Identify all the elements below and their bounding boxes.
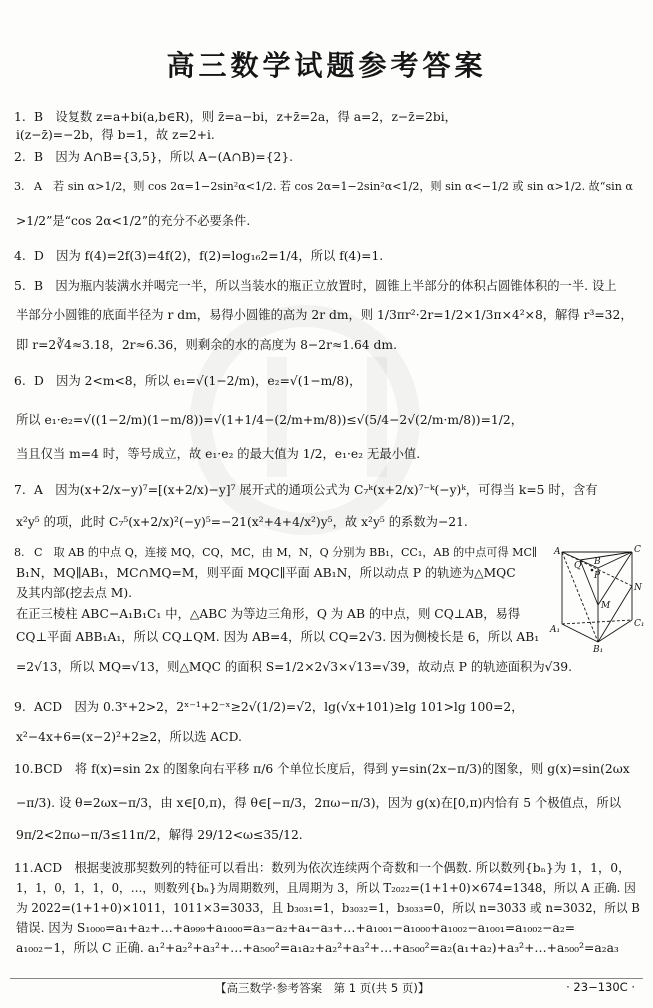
- answer-11-line-1: 11.ACD 根据斐波那契数列的特征可以看出：数列为依次连续两个奇数和一个偶数. 所以数列{bₙ}为 1，1，0，: [14, 861, 631, 875]
- answer-5-line-3: 即 r=2∛4≈3.18，2r≈6.36，则剩余的水的高度为 8−2r≈1.64 dm.: [16, 338, 397, 352]
- answer-8-line-4: 在正三棱柱 ABC−A₁B₁C₁ 中，△ABC 为等边三角形，Q 为 AB 的中点，则 CQ⊥AB，易得: [16, 607, 521, 621]
- answer-1-line-1: 1. B 设复数 z=a+bi(a,b∈R)，则 z̄=a−bi，z+z̄=2a，得 a=2，z−z̄=2bi，: [14, 110, 457, 124]
- answer-6-line-3: 当且仅当 m=4 时，等号成立，故 e₁·e₂ 的最大值为 1/2，e₁·e₂ 无最小值.: [16, 447, 421, 461]
- answer-7-line-2: x²y⁵ 的项，此时 C₇⁵(x+2/x)²(−y)⁵=−21(x²+4+4/x²)y⁵，故 x²y⁵ 的系数为−21.: [16, 515, 468, 529]
- answer-11-line-3: 为 2022=(1+1+0)×1011，1011×3=3033，且 b₃₀₃₁=1，b₃₀₃₂=1，b₃₀₃₃=0，所以 n=3033 或 n=3032，所以 B: [16, 901, 640, 915]
- label-m: M: [601, 601, 611, 611]
- prism-figure: [548, 542, 644, 654]
- answer-11-line-5: a₁₀₀₂−1，所以 C 正确. a₁²+a₂²+a₃²+…+a₅₀₀²=a₁a₂+a₂²+a₃²+…+a₅₀₀²=a₂(a₁+a₂)+a₃²+…+a₅₀₀²=a₂a₃: [16, 941, 619, 955]
- answer-8-line-3: 及其内部(挖去点 M).: [16, 586, 133, 600]
- answer-7-line-1: 7. A 因为(x+2/x−y)⁷=[(x+2/x)−y]⁷ 展开式的通项公式为 C₇ᵏ(x+2/x)⁷⁻ᵏ(−y)ᵏ，可得当 k=5 时，含有: [14, 483, 598, 497]
- label-c1: C₁: [634, 619, 644, 629]
- answer-8-line-1: 8. C 取 AB 的中点 Q，连接 MQ，CQ，MC，由 M，N，Q 分别为 BB₁，CC₁，AB 的中点可得 MC∥: [14, 546, 538, 559]
- answer-9-line-2: x²−4x+6=(x−2)²+2≥2，所以选 ACD.: [16, 730, 242, 744]
- answer-8-line-5: CQ⊥平面 ABB₁A₁，所以 CQ⊥QM. 因为 AB=4，所以 CQ=2√3. 因为侧棱长是 6，所以 AB₁: [16, 630, 540, 644]
- answer-5-line-2: 半部分小圆锥的底面半径为 r dm，易得小圆锥的高为 2r dm，则 1/3πr²·2r=1/2×1/3π×4²×8，解得 r³=32，: [16, 308, 633, 322]
- answer-8-line-2: B₁N，MQ∥AB₁，MC∩MQ=M，则平面 MQC∥平面 AB₁N，所以动点 P 的轨迹为△MQC: [16, 566, 516, 580]
- footer-rule: [10, 978, 643, 979]
- answer-10-line-2: −π/3). 设 θ=2ωx−π/3，由 x∈[0,π)，得 θ∈[−π/3，2πω−π/3)，因为 g(x)在[0,π)内恰有 5 个极值点，所以: [16, 796, 622, 810]
- label-b: B: [594, 557, 601, 567]
- label-b1: B₁: [593, 645, 604, 654]
- answer-10-line-3: 9π/2<2πω−π/3≤11π/2，解得 29/12<ω≤35/12.: [16, 828, 303, 842]
- answer-3-line-2: >1/2”是“cos 2α<1/2”的充分不必要条件.: [16, 214, 251, 228]
- label-n: N: [634, 583, 642, 593]
- answer-4-line-1: 4. D 因为 f(4)=2f(3)=4f(2)，f(2)=log₁₆2=1/4，所以 f(4)=1.: [14, 249, 384, 263]
- answer-11-line-2: 1，1，0，1，1，0，…，则数列{bₙ}为周期数列，且周期为 3，所以 T₂₀₂₂=(1+1+0)×674=1348，所以 A 正确. 因: [16, 881, 636, 895]
- page-title: 高三数学试题参考答案: [166, 49, 487, 82]
- page-footer: [0, 978, 653, 998]
- answer-8-line-6: =2√13，所以 MQ=√13，则△MQC 的面积 S=1/2×2√3×√13=√39，故动点 P 的轨迹面积为√39.: [16, 660, 573, 674]
- answer-10-line-1: 10.BCD 将 f(x)=sin 2x 的图象向右平移 π/6 个单位长度后，得到 y=sin(2x−π/3)的图象，则 g(x)=sin(2ωx: [14, 762, 630, 776]
- label-a1: A₁: [550, 625, 561, 635]
- footer-code: · 23−130C ·: [566, 980, 635, 994]
- answer-6-line-2: 所以 e₁·e₂=√((1−2/m)(1−m/8))=√(1+1/4−(2/m+m/8))≤√(5/4−2√(2/m·m/8))=1/2，: [16, 413, 524, 427]
- label-q: Q: [574, 561, 582, 571]
- label-a: A: [554, 547, 561, 557]
- label-c: C: [634, 545, 641, 555]
- answer-6-line-1: 6. D 因为 2<m<8，所以 e₁=√(1−2/m)，e₂=√(1−m/8)，: [14, 374, 362, 388]
- answer-2-line-1: 2. B 因为 A∩B={3,5}，所以 A−(A∩B)={2}.: [14, 150, 294, 164]
- answer-9-line-1: 9. ACD 因为 0.3ˣ+2>2，2ˣ⁻¹+2⁻ˣ≥2√(1/2)=√2，lg(√x+101)≥lg 101>lg 100=2，: [14, 700, 524, 714]
- answer-3-line-1: 3. A 若 sin α>1/2，则 cos 2α=1−2sin²α<1/2. 若 cos 2α=1−2sin²α<1/2，则 sin α<−1/2 或 sin α>1/2. 故“sin α: [14, 180, 633, 193]
- answer-5-line-1: 5. B 因为瓶内装满水并喝完一半，所以当装水的瓶正立放置时，圆锥上半部分的体积占圆锥体积的一半. 设上: [14, 279, 617, 293]
- footer-page-info: 【高三数学·参考答案 第 1 页(共 5 页)】: [215, 981, 430, 995]
- label-p: P: [594, 571, 601, 581]
- answer-1-line-2: i(z−z̄)=−2b，得 b=1，故 z=2+i.: [16, 128, 215, 142]
- answer-11-line-4: 错误. 因为 S₁₀₀₀=a₁+a₂+…+a₉₉₉+a₁₀₀₀=a₃−a₂+a₄−a₃+…+a₁₀₀₁−a₁₀₀₀+a₁₀₀₂−a₁₀₀₁=a₁₀₀₂−a₂=: [16, 921, 576, 935]
